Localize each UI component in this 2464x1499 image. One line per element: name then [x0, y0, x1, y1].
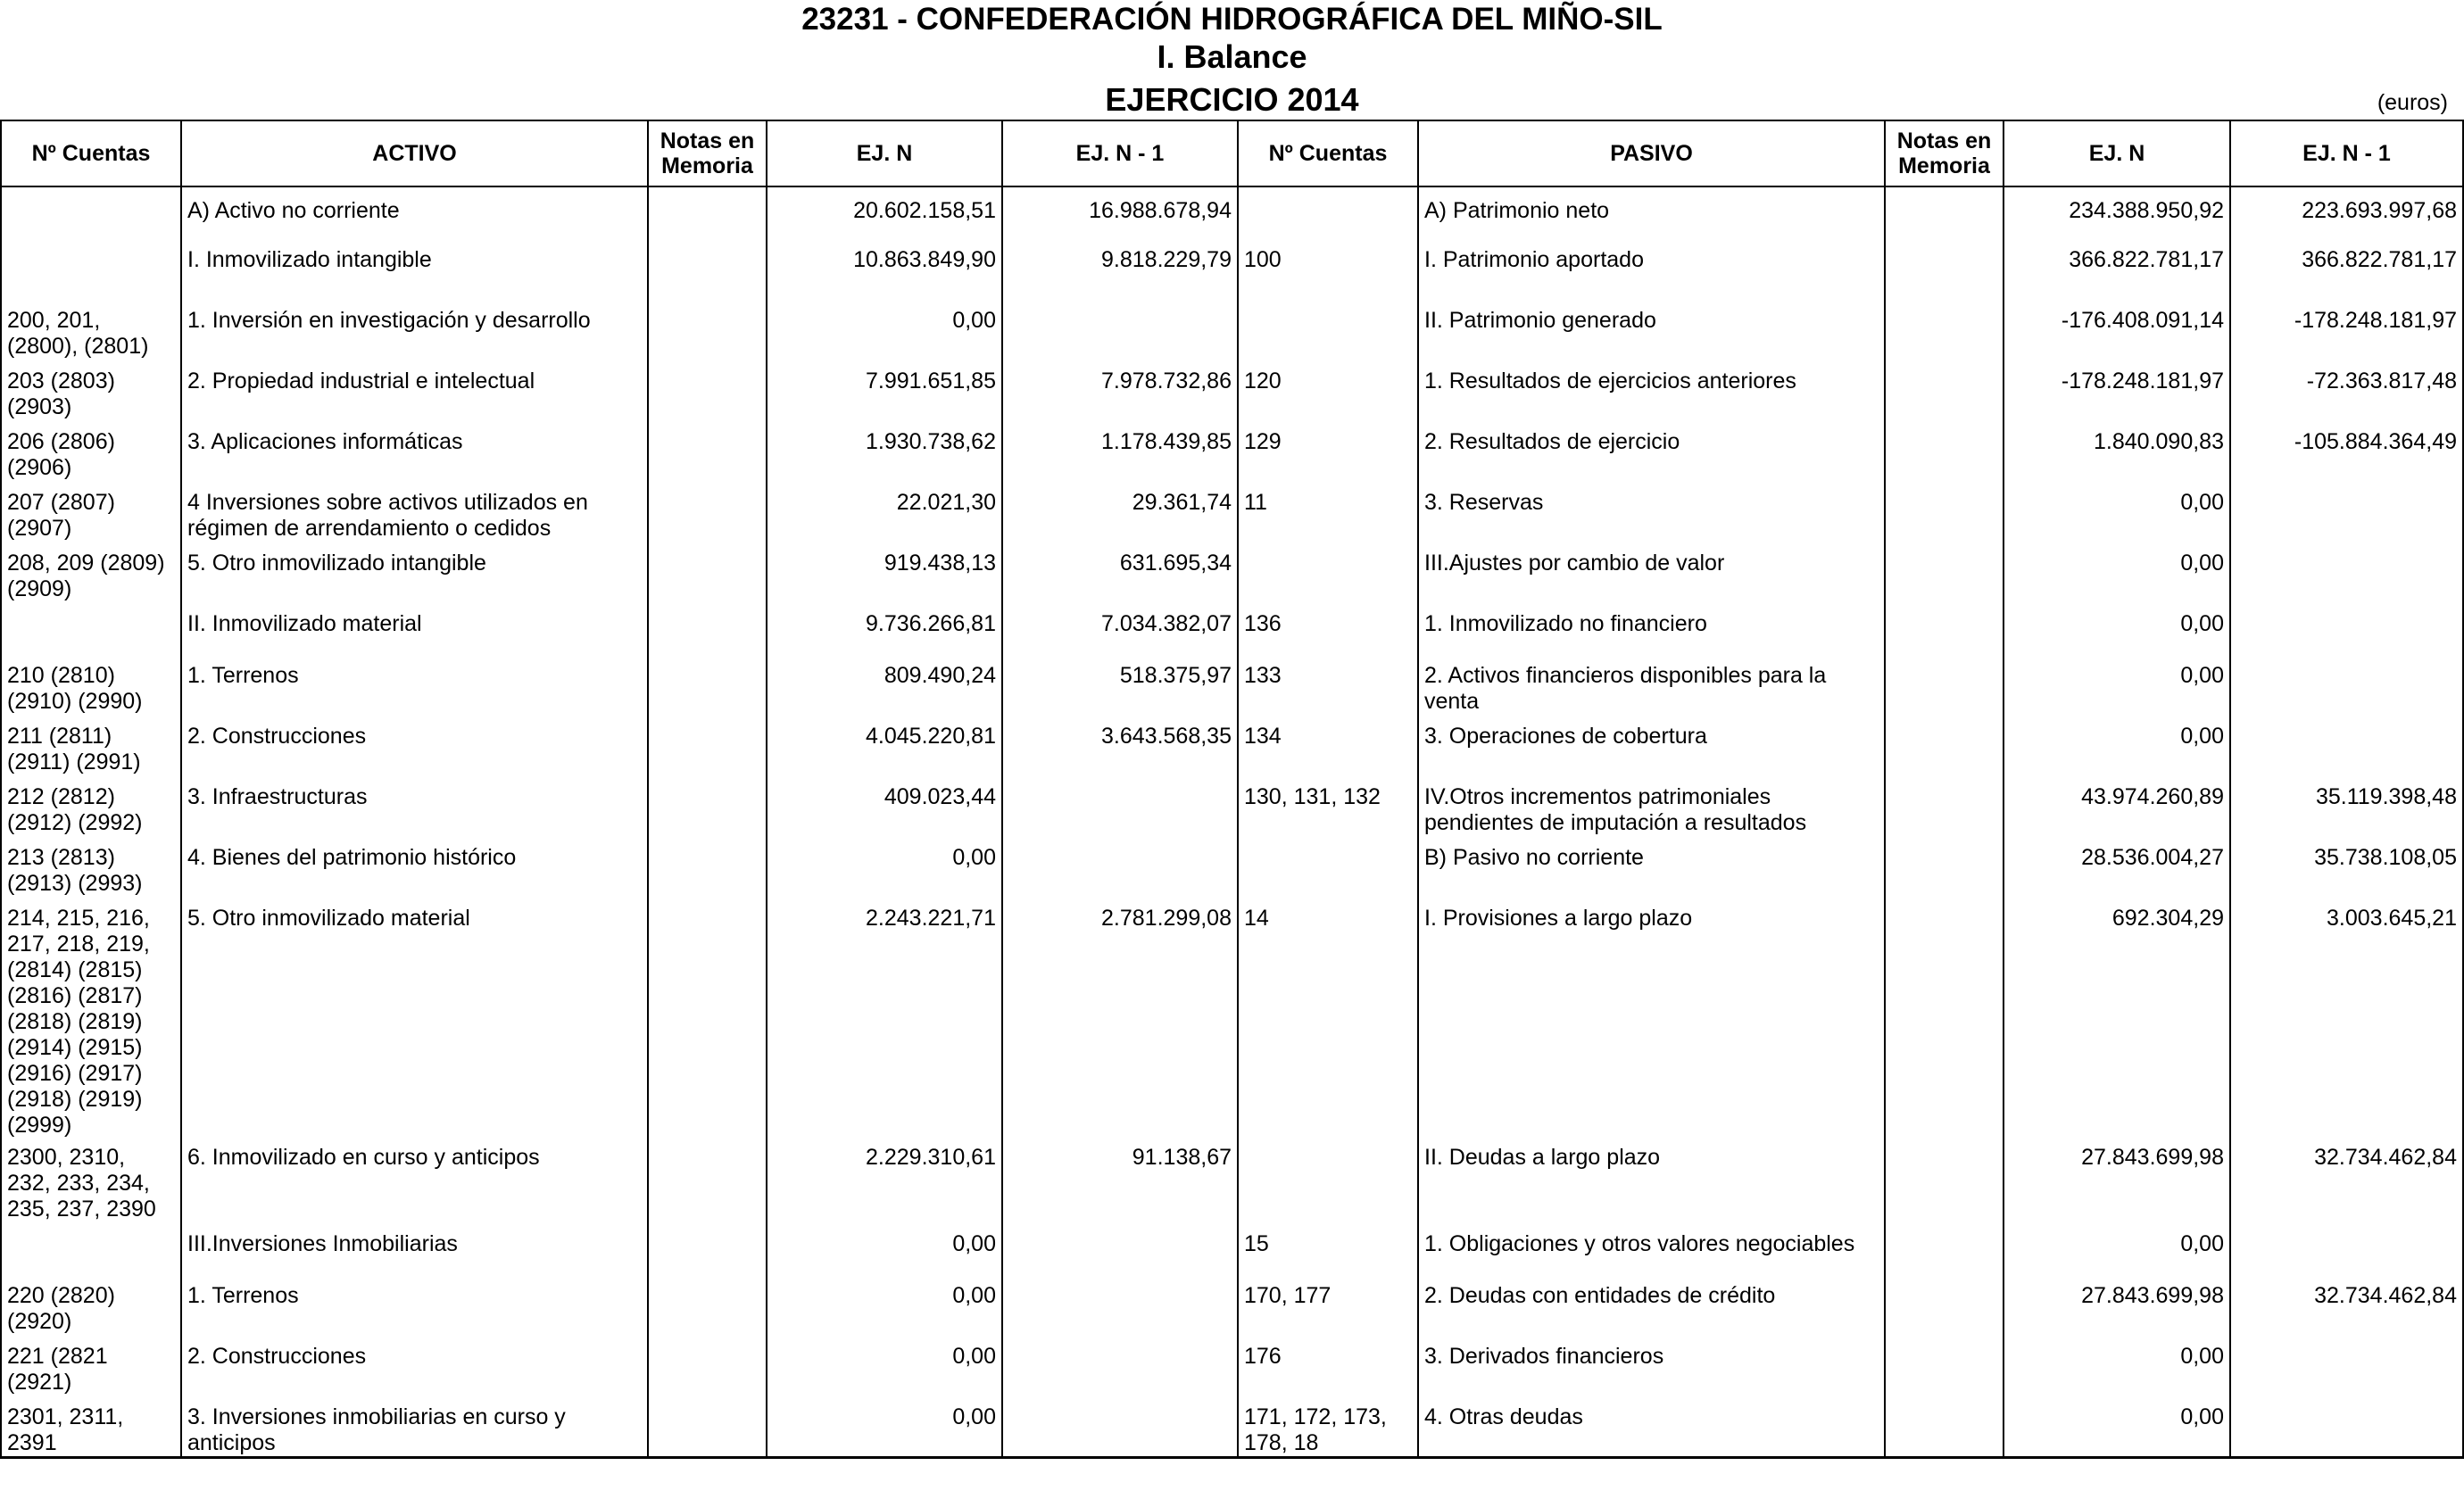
cell-notas-pasivo: [1885, 490, 2004, 551]
cell-ej-n-pasivo: 0,00: [2004, 490, 2230, 551]
cell-cuentas-pasivo: [1238, 186, 1418, 247]
cell-ej-n1-activo: [1002, 1404, 1238, 1458]
cell-cuentas-pasivo: 134: [1238, 724, 1418, 784]
cell-activo: III.Inversiones Inmobiliarias: [181, 1231, 648, 1283]
cell-cuentas-activo: 214, 215, 216, 217, 218, 219, (2814) (2815) (2816) (2817) (2818) (2819) (2914) (2915) (2916) (2917) (2918) (2919) (2999): [1, 906, 181, 1145]
cell-cuentas-activo: 208, 209 (2809) (2909): [1, 551, 181, 611]
cell-ej-n1-pasivo: [2230, 551, 2463, 611]
cell-ej-n-pasivo: 27.843.699,98: [2004, 1283, 2230, 1344]
cell-ej-n1-activo: 518.375,97: [1002, 663, 1238, 724]
cell-cuentas-activo: 213 (2813) (2913) (2993): [1, 845, 181, 906]
cell-notas-pasivo: [1885, 784, 2004, 845]
cell-ej-n-pasivo: -176.408.091,14: [2004, 308, 2230, 369]
table-row: [1, 1344, 2463, 1404]
header-pasivo: PASIVO: [1418, 120, 1885, 186]
cell-notas-activo: [648, 1283, 767, 1344]
cell-notas-activo: [648, 784, 767, 845]
cell-notas-pasivo: [1885, 663, 2004, 724]
cell-pasivo: 3. Reservas: [1418, 490, 1885, 551]
cell-notas-activo: [648, 845, 767, 906]
cell-pasivo: II. Deudas a largo plazo: [1418, 1145, 1885, 1231]
header-notas-pasivo: Notas en Memoria: [1885, 120, 2004, 186]
cell-ej-n-activo: 1.930.738,62: [767, 429, 1002, 490]
cell-ej-n-activo: 7.991.651,85: [767, 369, 1002, 429]
table-row: [1, 724, 2463, 784]
cell-ej-n1-activo: [1002, 845, 1238, 906]
cell-activo: 6. Inmovilizado en curso y anticipos: [181, 1145, 648, 1231]
table-row: [1, 490, 2463, 551]
header-ej-n-activo: EJ. N: [767, 120, 1002, 186]
table-row: [1, 308, 2463, 369]
cell-ej-n-activo: 9.736.266,81: [767, 611, 1002, 663]
cell-ej-n1-pasivo: -72.363.817,48: [2230, 369, 2463, 429]
table-row: [1, 1404, 2463, 1458]
fiscal-year-title: EJERCICIO 2014: [1105, 81, 1359, 118]
cell-pasivo: 3. Derivados financieros: [1418, 1344, 1885, 1404]
cell-ej-n1-activo: 9.818.229,79: [1002, 247, 1238, 308]
cell-pasivo: 4. Otras deudas: [1418, 1404, 1885, 1458]
cell-ej-n1-activo: 29.361,74: [1002, 490, 1238, 551]
cell-ej-n1-pasivo: 35.738.108,05: [2230, 845, 2463, 906]
cell-notas-activo: [648, 1145, 767, 1231]
cell-activo: 4. Bienes del patrimonio histórico: [181, 845, 648, 906]
cell-ej-n-pasivo: 43.974.260,89: [2004, 784, 2230, 845]
header-notas-activo: Notas en Memoria: [648, 120, 767, 186]
cell-cuentas-activo: 203 (2803) (2903): [1, 369, 181, 429]
table-row: [1, 906, 2463, 1145]
cell-cuentas-activo: [1, 247, 181, 308]
cell-ej-n1-pasivo: [2230, 1231, 2463, 1283]
cell-notas-pasivo: [1885, 1231, 2004, 1283]
cell-pasivo: 1. Obligaciones y otros valores negociables: [1418, 1231, 1885, 1283]
cell-cuentas-activo: [1, 186, 181, 247]
balance-table: [0, 120, 2464, 1459]
cell-ej-n-activo: 0,00: [767, 845, 1002, 906]
cell-notas-pasivo: [1885, 551, 2004, 611]
cell-ej-n1-pasivo: 223.693.997,68: [2230, 186, 2463, 247]
cell-cuentas-pasivo: 133: [1238, 663, 1418, 724]
cell-ej-n1-pasivo: 32.734.462,84: [2230, 1283, 2463, 1344]
cell-activo: I. Inmovilizado intangible: [181, 247, 648, 308]
cell-ej-n1-activo: 2.781.299,08: [1002, 906, 1238, 1145]
cell-ej-n-pasivo: 1.840.090,83: [2004, 429, 2230, 490]
cell-activo: 1. Terrenos: [181, 1283, 648, 1344]
cell-notas-pasivo: [1885, 429, 2004, 490]
cell-notas-activo: [648, 724, 767, 784]
cell-notas-pasivo: [1885, 369, 2004, 429]
table-row: [1, 784, 2463, 845]
cell-ej-n1-activo: 91.138,67: [1002, 1145, 1238, 1231]
cell-cuentas-activo: 220 (2820) (2920): [1, 1283, 181, 1344]
cell-ej-n-activo: 809.490,24: [767, 663, 1002, 724]
cell-ej-n-activo: 409.023,44: [767, 784, 1002, 845]
cell-ej-n-activo: 919.438,13: [767, 551, 1002, 611]
units-label: (euros): [2377, 90, 2448, 115]
cell-cuentas-activo: 206 (2806) (2906): [1, 429, 181, 490]
cell-ej-n-activo: 0,00: [767, 1344, 1002, 1404]
cell-cuentas-activo: 221 (2821 (2921): [1, 1344, 181, 1404]
cell-ej-n-pasivo: 692.304,29: [2004, 906, 2230, 1145]
cell-notas-pasivo: [1885, 611, 2004, 663]
cell-notas-pasivo: [1885, 247, 2004, 308]
table-header-row: [1, 120, 2463, 186]
cell-notas-activo: [648, 551, 767, 611]
cell-ej-n1-activo: 631.695,34: [1002, 551, 1238, 611]
header-ej-n1-activo: EJ. N - 1: [1002, 120, 1238, 186]
section-title: I. Balance: [1157, 38, 1307, 75]
cell-cuentas-activo: [1, 611, 181, 663]
cell-notas-activo: [648, 247, 767, 308]
cell-pasivo: I. Patrimonio aportado: [1418, 247, 1885, 308]
cell-activo: A) Activo no corriente: [181, 186, 648, 247]
cell-notas-pasivo: [1885, 1283, 2004, 1344]
cell-notas-pasivo: [1885, 186, 2004, 247]
cell-notas-pasivo: [1885, 308, 2004, 369]
cell-notas-activo: [648, 369, 767, 429]
cell-ej-n1-activo: [1002, 1231, 1238, 1283]
cell-cuentas-activo: 207 (2807) (2907): [1, 490, 181, 551]
cell-activo: II. Inmovilizado material: [181, 611, 648, 663]
cell-ej-n-activo: 20.602.158,51: [767, 186, 1002, 247]
cell-ej-n-activo: 0,00: [767, 1283, 1002, 1344]
cell-activo: 1. Terrenos: [181, 663, 648, 724]
header-cuentas-activo: Nº Cuentas: [1, 120, 181, 186]
cell-notas-pasivo: [1885, 1404, 2004, 1458]
cell-cuentas-activo: 2300, 2310, 232, 233, 234, 235, 237, 2390: [1, 1145, 181, 1231]
cell-ej-n-pasivo: 0,00: [2004, 724, 2230, 784]
cell-ej-n1-pasivo: 32.734.462,84: [2230, 1145, 2463, 1231]
cell-ej-n-pasivo: 0,00: [2004, 663, 2230, 724]
cell-cuentas-pasivo: [1238, 1145, 1418, 1231]
cell-ej-n-activo: 4.045.220,81: [767, 724, 1002, 784]
cell-notas-activo: [648, 663, 767, 724]
cell-pasivo: I. Provisiones a largo plazo: [1418, 906, 1885, 1145]
cell-activo: 1. Inversión en investigación y desarrollo: [181, 308, 648, 369]
cell-ej-n1-activo: 7.034.382,07: [1002, 611, 1238, 663]
cell-activo: 3. Infraestructuras: [181, 784, 648, 845]
cell-cuentas-pasivo: 176: [1238, 1344, 1418, 1404]
table-row: [1, 1231, 2463, 1283]
cell-activo: 2. Construcciones: [181, 724, 648, 784]
cell-ej-n1-activo: 16.988.678,94: [1002, 186, 1238, 247]
header-activo: ACTIVO: [181, 120, 648, 186]
cell-activo: 5. Otro inmovilizado material: [181, 906, 648, 1145]
cell-ej-n-activo: 0,00: [767, 308, 1002, 369]
cell-cuentas-pasivo: 170, 177: [1238, 1283, 1418, 1344]
cell-notas-activo: [648, 429, 767, 490]
cell-pasivo: 3. Operaciones de cobertura: [1418, 724, 1885, 784]
cell-pasivo: 2. Resultados de ejercicio: [1418, 429, 1885, 490]
cell-ej-n-pasivo: 27.843.699,98: [2004, 1145, 2230, 1231]
cell-ej-n-activo: 10.863.849,90: [767, 247, 1002, 308]
cell-notas-activo: [648, 1344, 767, 1404]
cell-ej-n-pasivo: 0,00: [2004, 611, 2230, 663]
cell-notas-pasivo: [1885, 1145, 2004, 1231]
cell-ej-n1-pasivo: [2230, 1404, 2463, 1458]
cell-ej-n1-activo: [1002, 1344, 1238, 1404]
cell-cuentas-activo: 211 (2811) (2911) (2991): [1, 724, 181, 784]
cell-cuentas-pasivo: 136: [1238, 611, 1418, 663]
cell-ej-n1-activo: [1002, 308, 1238, 369]
header-cuentas-pasivo: Nº Cuentas: [1238, 120, 1418, 186]
cell-notas-pasivo: [1885, 906, 2004, 1145]
cell-ej-n1-pasivo: [2230, 724, 2463, 784]
cell-notas-activo: [648, 1231, 767, 1283]
cell-pasivo: 2. Deudas con entidades de crédito: [1418, 1283, 1885, 1344]
cell-ej-n1-pasivo: 366.822.781,17: [2230, 247, 2463, 308]
table-row: [1, 186, 2463, 247]
cell-ej-n-activo: 22.021,30: [767, 490, 1002, 551]
cell-pasivo: II. Patrimonio generado: [1418, 308, 1885, 369]
header-ej-n1-pasivo: EJ. N - 1: [2230, 120, 2463, 186]
cell-notas-pasivo: [1885, 724, 2004, 784]
cell-ej-n-activo: 2.229.310,61: [767, 1145, 1002, 1231]
cell-notas-pasivo: [1885, 845, 2004, 906]
cell-cuentas-pasivo: [1238, 308, 1418, 369]
cell-activo: 5. Otro inmovilizado intangible: [181, 551, 648, 611]
cell-cuentas-activo: 200, 201, (2800), (2801): [1, 308, 181, 369]
cell-notas-activo: [648, 490, 767, 551]
cell-pasivo: IV.Otros incrementos patrimoniales pendientes de imputación a resultados: [1418, 784, 1885, 845]
cell-ej-n-pasivo: 0,00: [2004, 551, 2230, 611]
cell-ej-n1-activo: [1002, 784, 1238, 845]
cell-activo: 4 Inversiones sobre activos utilizados en régimen de arrendamiento o cedidos: [181, 490, 648, 551]
table-row: [1, 247, 2463, 308]
table-row: [1, 663, 2463, 724]
document-title: 23231 - CONFEDERACIÓN HIDROGRÁFICA DEL MIÑO-SIL: [801, 2, 1663, 37]
cell-cuentas-pasivo: 15: [1238, 1231, 1418, 1283]
cell-ej-n1-pasivo: [2230, 490, 2463, 551]
cell-cuentas-pasivo: [1238, 845, 1418, 906]
cell-pasivo: A) Patrimonio neto: [1418, 186, 1885, 247]
cell-activo: 3. Aplicaciones informáticas: [181, 429, 648, 490]
table-row: [1, 611, 2463, 663]
cell-ej-n-pasivo: -178.248.181,97: [2004, 369, 2230, 429]
cell-cuentas-pasivo: 11: [1238, 490, 1418, 551]
cell-cuentas-pasivo: 120: [1238, 369, 1418, 429]
cell-ej-n-pasivo: 0,00: [2004, 1344, 2230, 1404]
cell-ej-n1-pasivo: [2230, 611, 2463, 663]
cell-pasivo: 2. Activos financieros disponibles para la venta: [1418, 663, 1885, 724]
cell-cuentas-activo: 2301, 2311, 2391: [1, 1404, 181, 1458]
table-row: [1, 1145, 2463, 1231]
cell-notas-activo: [648, 186, 767, 247]
cell-ej-n1-pasivo: -178.248.181,97: [2230, 308, 2463, 369]
cell-ej-n1-pasivo: [2230, 1344, 2463, 1404]
cell-ej-n1-activo: 7.978.732,86: [1002, 369, 1238, 429]
cell-ej-n-pasivo: 366.822.781,17: [2004, 247, 2230, 308]
cell-ej-n1-pasivo: 35.119.398,48: [2230, 784, 2463, 845]
cell-ej-n-pasivo: 234.388.950,92: [2004, 186, 2230, 247]
cell-cuentas-pasivo: 171, 172, 173, 178, 18: [1238, 1404, 1418, 1458]
cell-ej-n1-pasivo: [2230, 663, 2463, 724]
cell-cuentas-pasivo: 129: [1238, 429, 1418, 490]
table-row: [1, 845, 2463, 906]
cell-cuentas-activo: 212 (2812) (2912) (2992): [1, 784, 181, 845]
cell-activo: 3. Inversiones inmobiliarias en curso y anticipos: [181, 1404, 648, 1458]
cell-cuentas-pasivo: [1238, 551, 1418, 611]
cell-ej-n1-activo: [1002, 1283, 1238, 1344]
table-row: [1, 429, 2463, 490]
cell-activo: 2. Propiedad industrial e intelectual: [181, 369, 648, 429]
cell-notas-activo: [648, 1404, 767, 1458]
table-row: [1, 551, 2463, 611]
cell-ej-n-activo: 2.243.221,71: [767, 906, 1002, 1145]
cell-ej-n1-pasivo: -105.884.364,49: [2230, 429, 2463, 490]
cell-ej-n-pasivo: 0,00: [2004, 1404, 2230, 1458]
cell-pasivo: B) Pasivo no corriente: [1418, 845, 1885, 906]
cell-ej-n-activo: 0,00: [767, 1404, 1002, 1458]
header-ej-n-pasivo: EJ. N: [2004, 120, 2230, 186]
cell-notas-activo: [648, 308, 767, 369]
table-row: [1, 369, 2463, 429]
cell-ej-n-pasivo: 28.536.004,27: [2004, 845, 2230, 906]
cell-ej-n-pasivo: 0,00: [2004, 1231, 2230, 1283]
cell-ej-n1-pasivo: 3.003.645,21: [2230, 906, 2463, 1145]
cell-notas-activo: [648, 906, 767, 1145]
cell-ej-n1-activo: 1.178.439,85: [1002, 429, 1238, 490]
cell-activo: 2. Construcciones: [181, 1344, 648, 1404]
cell-pasivo: III.Ajustes por cambio de valor: [1418, 551, 1885, 611]
cell-notas-activo: [648, 611, 767, 663]
cell-cuentas-activo: [1, 1231, 181, 1283]
cell-ej-n-activo: 0,00: [767, 1231, 1002, 1283]
cell-pasivo: 1. Resultados de ejercicios anteriores: [1418, 369, 1885, 429]
cell-notas-pasivo: [1885, 1344, 2004, 1404]
cell-cuentas-pasivo: 130, 131, 132: [1238, 784, 1418, 845]
cell-ej-n1-activo: 3.643.568,35: [1002, 724, 1238, 784]
cell-cuentas-activo: 210 (2810) (2910) (2990): [1, 663, 181, 724]
cell-cuentas-pasivo: 14: [1238, 906, 1418, 1145]
cell-pasivo: 1. Inmovilizado no financiero: [1418, 611, 1885, 663]
cell-cuentas-pasivo: 100: [1238, 247, 1418, 308]
table-row: [1, 1283, 2463, 1344]
